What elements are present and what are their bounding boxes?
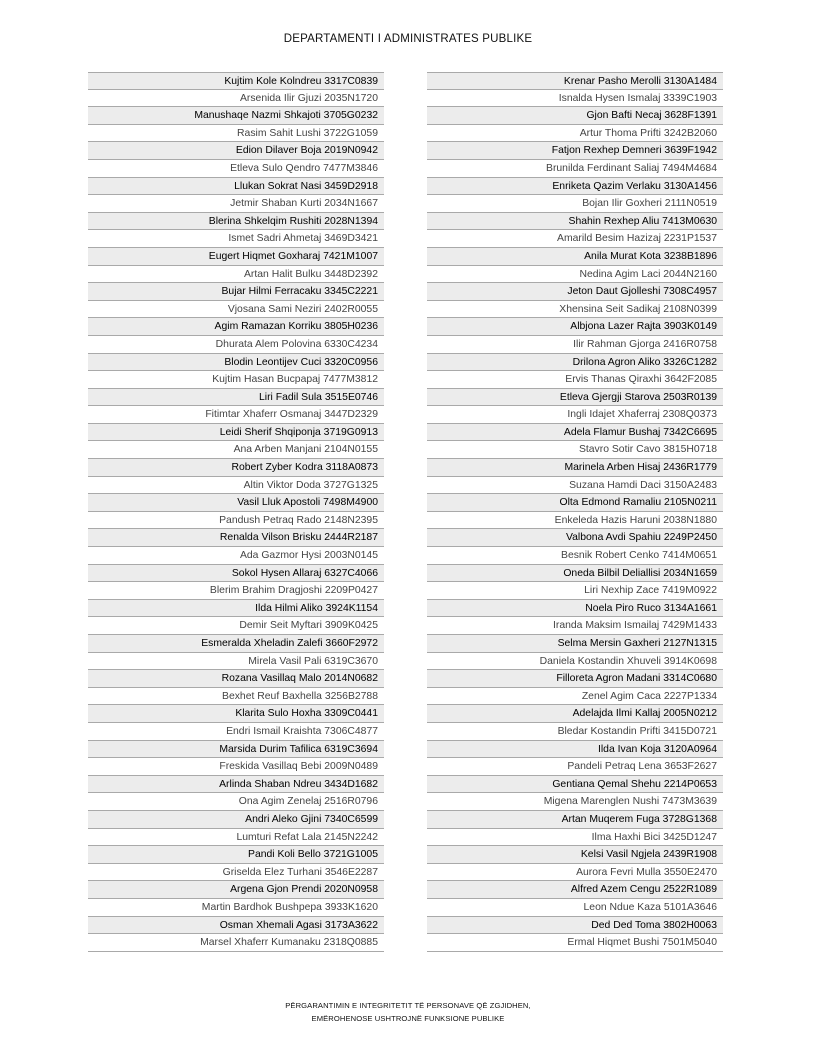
list-item: Ilma Haxhi Bici 3425D1247	[427, 829, 723, 847]
list-item: Enriketa Qazim Verlaku 3130A1456	[427, 178, 723, 196]
list-item: Kujtim Hasan Bucpapaj 7477M3812	[88, 371, 384, 389]
list-item: Rasim Sahit Lushi 3722G1059	[88, 125, 384, 143]
list-item: Xhensina Seit Sadikaj 2108N0399	[427, 301, 723, 319]
list-item: Olta Edmond Ramaliu 2105N0211	[427, 494, 723, 512]
list-item: Llukan Sokrat Nasi 3459D2918	[88, 178, 384, 196]
footer-line-1: PËRGARANTIMIN E INTEGRITETIT TË PERSONAVE QË ZGJIDHEN,	[285, 1001, 531, 1010]
list-item: Klarita Sulo Hoxha 3309C0441	[88, 705, 384, 723]
list-item: Martin Bardhok Bushpepa 3933K1620	[88, 899, 384, 917]
list-item: Liri Nexhip Zace 7419M0922	[427, 582, 723, 600]
list-item: Blerina Shkelqim Rushiti 2028N1394	[88, 213, 384, 231]
list-item: Renalda Vilson Brisku 2444R2187	[88, 529, 384, 547]
list-item: Ilda Ivan Koja 3120A0964	[427, 741, 723, 759]
list-item: Stavro Sotir Cavo 3815H0718	[427, 441, 723, 459]
list-item: Endri Ismail Kraishta 7306C4877	[88, 723, 384, 741]
list-item: Eugert Hiqmet Goxharaj 7421M1007	[88, 248, 384, 266]
list-item: Selma Mersin Gaxheri 2127N1315	[427, 635, 723, 653]
list-item: Ermal Hiqmet Bushi 7501M5040	[427, 934, 723, 952]
list-item: Marsida Durim Tafilica 6319C3694	[88, 741, 384, 759]
list-item: Ada Gazmor Hysi 2003N0145	[88, 547, 384, 565]
list-item: Arlinda Shaban Ndreu 3434D1682	[88, 776, 384, 794]
list-item: Migena Marenglen Nushi 7473M3639	[427, 793, 723, 811]
list-item: Freskida Vasillaq Bebi 2009N0489	[88, 758, 384, 776]
list-item: Kelsi Vasil Ngjela 2439R1908	[427, 846, 723, 864]
right-name-list	[427, 72, 723, 952]
list-item: Enkeleda Hazis Haruni 2038N1880	[427, 512, 723, 530]
page-title: DEPARTAMENTI I ADMINISTRATES PUBLIKE	[283, 33, 533, 45]
footer-line-2: EMËROHENOSE USHTROJNË FUNKSIONE PUBLIKE	[311, 1014, 505, 1023]
list-item: Marinela Arben Hisaj 2436R1779	[427, 459, 723, 477]
list-item: Valbona Avdi Spahiu 2249P2450	[427, 529, 723, 547]
list-item: Pandush Petraq Rado 2148N2395	[88, 512, 384, 530]
list-item: Drilona Agron Aliko 3326C1282	[427, 354, 723, 372]
list-item: Bujar Hilmi Ferracaku 3345C2221	[88, 283, 384, 301]
list-item: Agim Ramazan Korriku 3805H0236	[88, 318, 384, 336]
list-item: Dhurata Alem Polovina 6330C4234	[88, 336, 384, 354]
list-item: Shahin Rexhep Aliu 7413M0630	[427, 213, 723, 231]
list-item: Artan Muqerem Fuga 3728G1368	[427, 811, 723, 829]
list-item: Edion Dilaver Boja 2019N0942	[88, 142, 384, 160]
list-item: Vasil Lluk Apostoli 7498M4900	[88, 494, 384, 512]
list-item: Andri Aleko Gjini 7340C6599	[88, 811, 384, 829]
list-item: Arsenida Ilir Gjuzi 2035N1720	[88, 90, 384, 108]
list-item: Gentiana Qemal Shehu 2214P0653	[427, 776, 723, 794]
list-item: Fitimtar Xhaferr Osmanaj 3447D2329	[88, 406, 384, 424]
list-item: Adelajda Ilmi Kallaj 2005N0212	[427, 705, 723, 723]
list-item: Robert Zyber Kodra 3118A0873	[88, 459, 384, 477]
list-item: Oneda Bilbil Deliallisi 2034N1659	[427, 565, 723, 583]
list-item: Suzana Hamdi Daci 3150A2483	[427, 477, 723, 495]
list-item: Krenar Pasho Merolli 3130A1484	[427, 72, 723, 90]
left-name-list	[88, 72, 384, 952]
list-item: Bledar Kostandin Prifti 3415D0721	[427, 723, 723, 741]
list-item: Ded Ded Toma 3802H0063	[427, 917, 723, 935]
list-item: Sokol Hysen Allaraj 6327C4066	[88, 565, 384, 583]
list-item: Nedina Agim Laci 2044N2160	[427, 266, 723, 284]
list-item: Mirela Vasil Pali 6319C3670	[88, 653, 384, 671]
list-item: Albjona Lazer Rajta 3903K0149	[427, 318, 723, 336]
list-item: Ona Agim Zenelaj 2516R0796	[88, 793, 384, 811]
list-item: Altin Viktor Doda 3727G1325	[88, 477, 384, 495]
list-item: Manushaqe Nazmi Shkajoti 3705G0232	[88, 107, 384, 125]
list-item: Anila Murat Kota 3238B1896	[427, 248, 723, 266]
list-item: Adela Flamur Bushaj 7342C6695	[427, 424, 723, 442]
list-item: Kujtim Kole Kolndreu 3317C0839	[88, 72, 384, 90]
list-item: Leon Ndue Kaza 5101A3646	[427, 899, 723, 917]
list-item: Bexhet Reuf Baxhella 3256B2788	[88, 688, 384, 706]
list-item: Osman Xhemali Agasi 3173A3622	[88, 917, 384, 935]
list-item: Artan Halit Bulku 3448D2392	[88, 266, 384, 284]
list-item: Pandeli Petraq Lena 3653F2627	[427, 758, 723, 776]
list-item: Ilir Rahman Gjorga 2416R0758	[427, 336, 723, 354]
list-item: Pandi Koli Bello 3721G1005	[88, 846, 384, 864]
list-item: Ismet Sadri Ahmetaj 3469D3421	[88, 230, 384, 248]
footer	[0, 999, 816, 1025]
list-item: Daniela Kostandin Xhuveli 3914K0698	[427, 653, 723, 671]
list-item: Leidi Sherif Shqiponja 3719G0913	[88, 424, 384, 442]
list-item: Noela Piro Ruco 3134A1661	[427, 600, 723, 618]
list-item: Brunilda Ferdinant Saliaj 7494M4684	[427, 160, 723, 178]
list-item: Zenel Agim Caca 2227P1334	[427, 688, 723, 706]
list-item: Ingli Idajet Xhaferraj 2308Q0373	[427, 406, 723, 424]
list-item: Aurora Fevri Mulla 3550E2470	[427, 864, 723, 882]
list-item: Isnalda Hysen Ismalaj 3339C1903	[427, 90, 723, 108]
list-item: Ervis Thanas Qiraxhi 3642F2085	[427, 371, 723, 389]
list-item: Vjosana Sami Neziri 2402R0055	[88, 301, 384, 319]
list-item: Jeton Daut Gjolleshi 7308C4957	[427, 283, 723, 301]
list-item: Esmeralda Xheladin Zalefi 3660F2972	[88, 635, 384, 653]
list-item: Alfred Azem Cengu 2522R1089	[427, 881, 723, 899]
list-item: Iranda Maksim Ismailaj 7429M1433	[427, 617, 723, 635]
list-item: Etleva Sulo Qendro 7477M3846	[88, 160, 384, 178]
list-item: Blerim Brahim Dragjoshi 2209P0427	[88, 582, 384, 600]
list-item: Demir Seit Myftari 3909K0425	[88, 617, 384, 635]
list-item: Marsel Xhaferr Kumanaku 2318Q0885	[88, 934, 384, 952]
list-item: Griselda Elez Turhani 3546E2287	[88, 864, 384, 882]
list-item: Besnik Robert Cenko 7414M0651	[427, 547, 723, 565]
list-item: Liri Fadil Sula 3515E0746	[88, 389, 384, 407]
list-item: Bojan Ilir Goxheri 2111N0519	[427, 195, 723, 213]
list-item: Gjon Bafti Necaj 3628F1391	[427, 107, 723, 125]
list-item: Rozana Vasillaq Malo 2014N0682	[88, 670, 384, 688]
list-item: Argena Gjon Prendi 2020N0958	[88, 881, 384, 899]
list-item: Etleva Gjergji Starova 2503R0139	[427, 389, 723, 407]
list-item: Ana Arben Manjani 2104N0155	[88, 441, 384, 459]
list-item: Amarild Besim Hazizaj 2231P1537	[427, 230, 723, 248]
list-item: Blodin Leontijev Cuci 3320C0956	[88, 354, 384, 372]
list-item: Jetmir Shaban Kurti 2034N1667	[88, 195, 384, 213]
list-item: Filloreta Agron Madani 3314C0680	[427, 670, 723, 688]
list-item: Lumturi Refat Lala 2145N2242	[88, 829, 384, 847]
list-item: Artur Thoma Prifti 3242B2060	[427, 125, 723, 143]
list-item: Ilda Hilmi Aliko 3924K1154	[88, 600, 384, 618]
list-item: Fatjon Rexhep Demneri 3639F1942	[427, 142, 723, 160]
